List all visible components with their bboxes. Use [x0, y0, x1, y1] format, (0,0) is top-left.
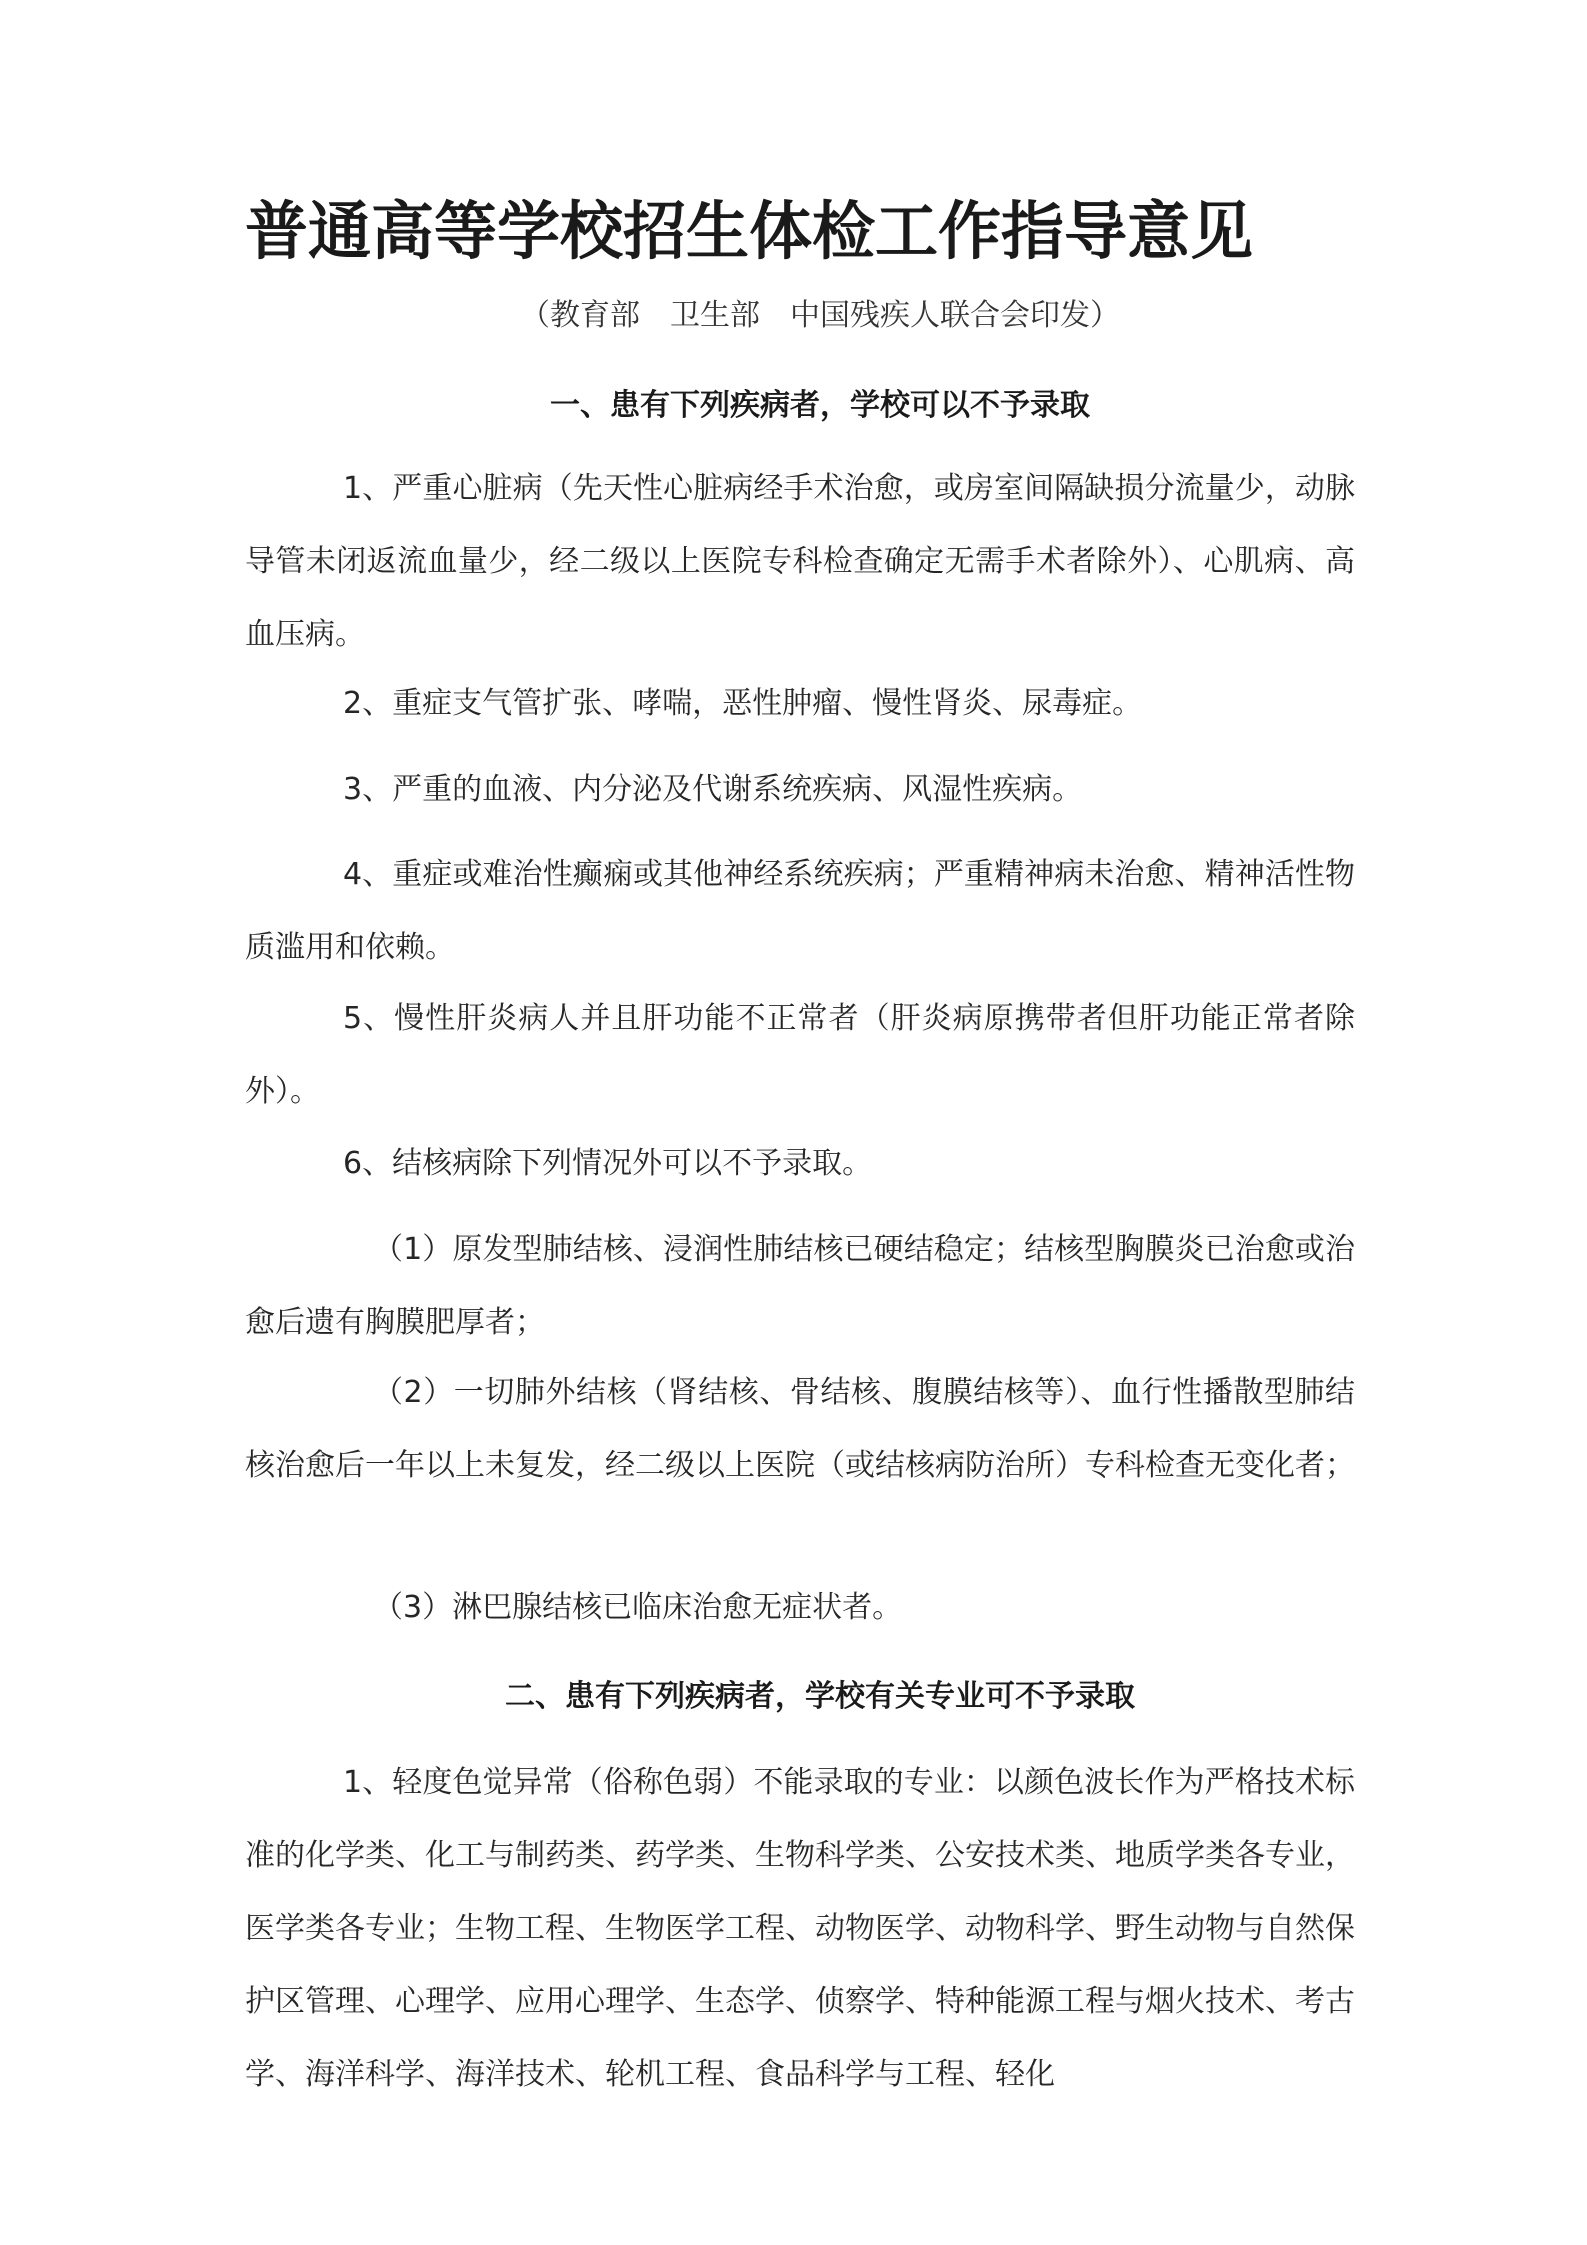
document-subtitle: （教育部 卫生部 中国残疾人联合会印发） — [520, 298, 1120, 333]
section-1-paragraph-4: 4、重症或难治性癫痫或其他神经系统疾病；严重精神病未治愈、精神活性物质滥用和依赖。 — [245, 857, 1355, 965]
section-1-paragraph-3: 3、严重的血液、内分泌及代谢系统疾病、风湿性疾病。 — [343, 772, 1083, 807]
section-1-paragraph-2: 2、重症支气管扩张、哮喘，恶性肿瘤、慢性肾炎、尿毒症。 — [343, 686, 1143, 721]
section-2-heading: 二、患有下列疾病者，学校有关专业可不予录取 — [505, 1679, 1135, 1714]
section-1-item-2: （2）一切肺外结核（肾结核、骨结核、腹膜结核等）、血行性播散型肺结核治愈后一年以上未复发，经二级以上医院（或结核病防治所）专科检查无变化者； — [245, 1375, 1355, 1483]
section-1-paragraph-6: 6、结核病除下列情况外可以不予录取。 — [343, 1146, 873, 1181]
document-title: 普通高等学校招生体检工作指导意见 — [245, 194, 1253, 268]
section-1-paragraph-1: 1、严重心脏病（先天性心脏病经手术治愈，或房室间隔缺损分流量少，动脉导管未闭返流血量少，经二级以上医院专科检查确定无需手术者除外）、心肌病、高血压病。 — [245, 471, 1355, 652]
section-1-item-1: （1）原发型肺结核、浸润性肺结核已硬结稳定；结核型胸膜炎已治愈或治愈后遗有胸膜肥厚者； — [245, 1232, 1355, 1340]
section-1-item-3: （3）淋巴腺结核已临床治愈无症状者。 — [373, 1590, 903, 1625]
section-1-heading: 一、患有下列疾病者，学校可以不予录取 — [550, 388, 1090, 423]
section-2-paragraph-1: 1、轻度色觉异常（俗称色弱）不能录取的专业：以颜色波长作为严格技术标准的化学类、化工与制药类、药学类、生物科学类、公安技术类、地质学类各专业，医学类各专业；生物工程、生物医学工程、动物医学、动物科学、野生动物与自然保护区管理、心理学、应用心理学、生态学、侦察学、特种能源工程与烟火技术、考古学、海洋科学、海洋技术、轮机工程、食品科学与工程、轻化 — [245, 1765, 1355, 2092]
section-1-paragraph-5: 5、慢性肝炎病人并且肝功能不正常者（肝炎病原携带者但肝功能正常者除外）。 — [245, 1001, 1355, 1109]
